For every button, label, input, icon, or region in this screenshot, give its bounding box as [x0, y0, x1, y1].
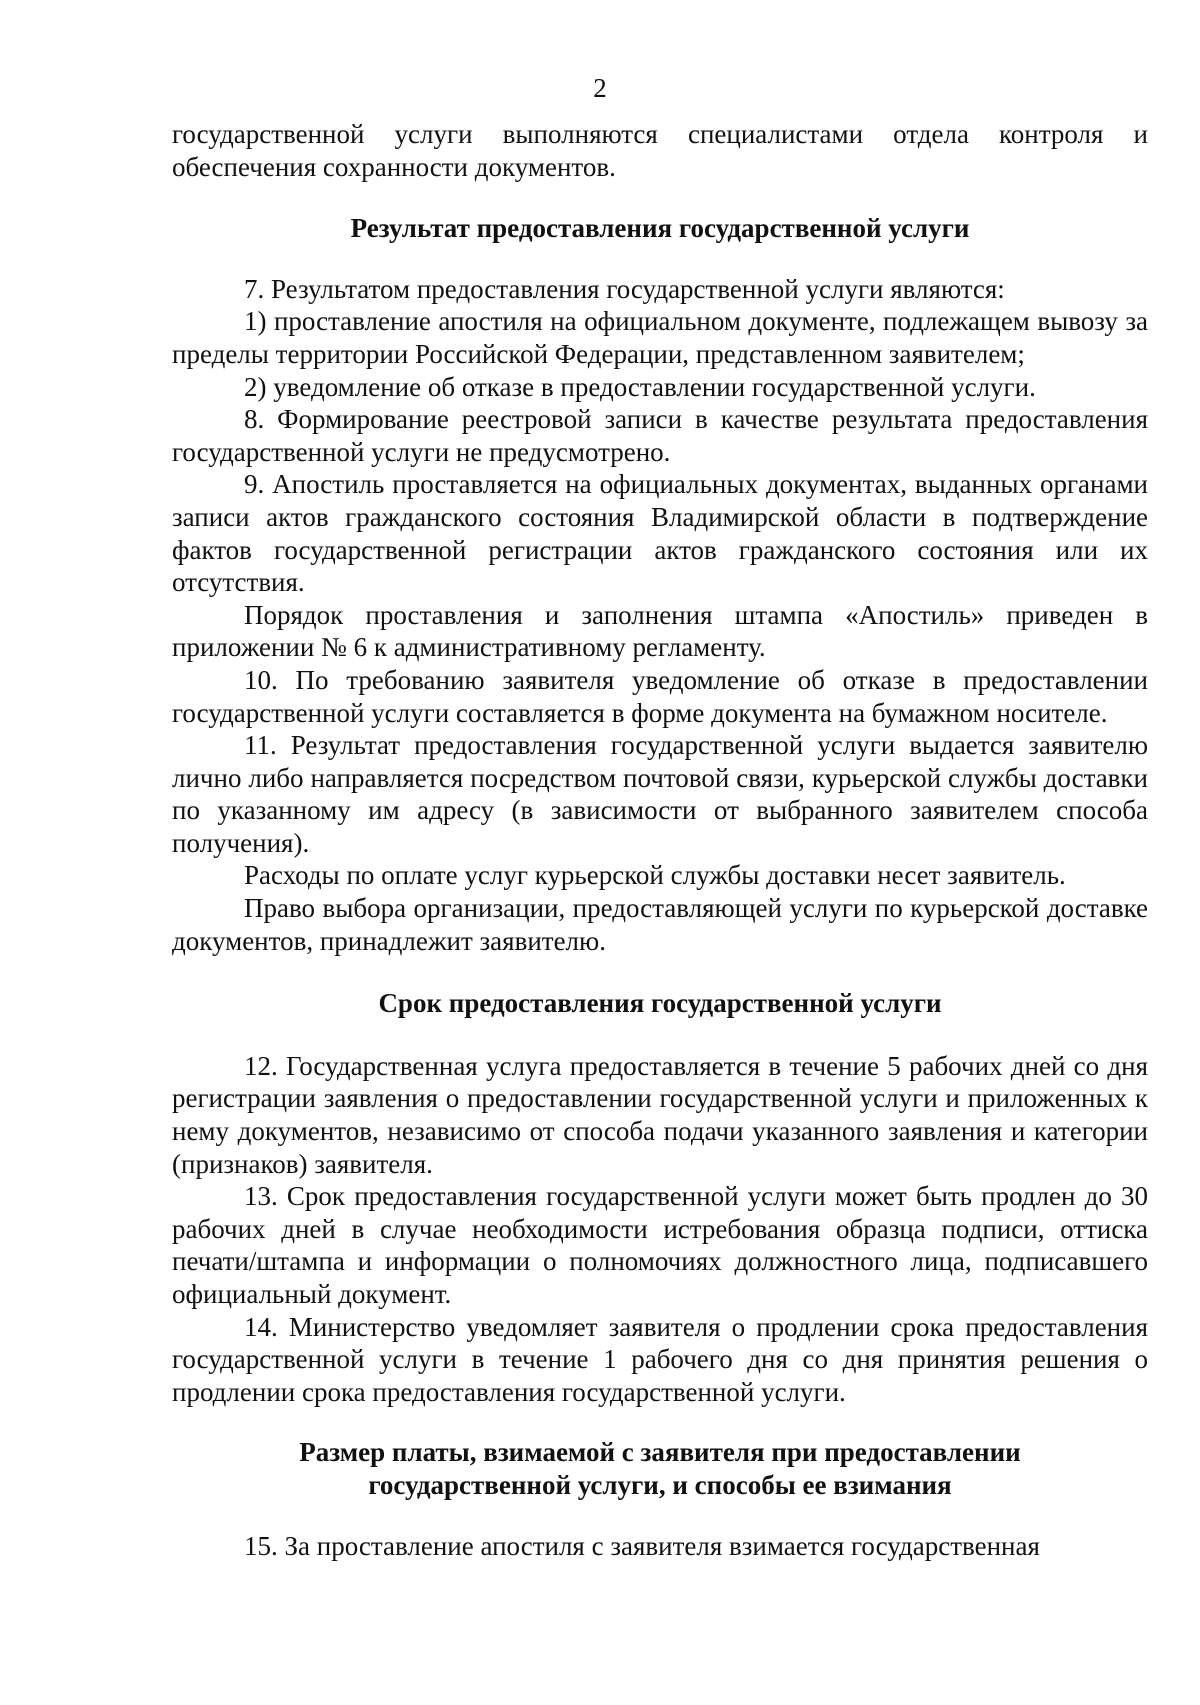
paragraph-8: 8. Формирование реестровой записи в качестве результата предоставления государственной услуги не предусмотрено. — [172, 404, 1148, 467]
paragraph-11: 11. Результат предоставления государственной услуги выдается заявителю лично либо направляется посредством почтовой связи, курьерской службы доставки по указанному им адресу (в зависимости от выбранного заявителем способа получения). — [172, 730, 1148, 858]
paragraph-11-expenses: Расходы по оплате услуг курьерской службы доставки несет заявитель. — [244, 860, 1066, 891]
paragraph-14: 14. Министерство уведомляет заявителя о продлении срока предоставления государственной услуги в течение 1 рабочего дня со дня принятия решения о продлении срока предоставления государственной услуги. — [172, 1311, 1148, 1407]
paragraph-7: 7. Результатом предоставления государственной услуги являются: — [244, 273, 1005, 304]
paragraph-7-item-2: 2) уведомление об отказе в предоставлении государственной услуги. — [244, 371, 1036, 402]
section-heading-fee-line-1: Размер платы, взимаемой с заявителя при предоставлении — [299, 1437, 1021, 1468]
page-number: 2 — [593, 73, 607, 103]
paragraph-10: 10. По требованию заявителя уведомление об отказе в предоставлении государственной услуги составляется в форме документа на бумажном носителе. — [172, 664, 1148, 728]
document-body — [172, 118, 1148, 1562]
section-heading-term: Срок предоставления государственной услуги — [378, 988, 942, 1019]
paragraph-13: 13. Срок предоставления государственной услуги может быть продлен до 30 рабочих дней в случае необходимости истребования образца подписи, оттиска печати/штампа и информации о полномочиях должностного лица, подписавшего официальный документ. — [172, 1181, 1148, 1309]
paragraph-9-procedure: Порядок проставления и заполнения штампа «Апостиль» приведен в приложении № 6 к административному регламенту. — [172, 599, 1148, 663]
section-heading-result: Результат предоставления государственной услуги — [350, 213, 970, 244]
intro-paragraph: государственной услуги выполняются специалистами отдела контроля и обеспечения сохранности документов. — [172, 119, 1148, 182]
paragraph-7-item-1: 1) проставление апостиля на официальном документе, подлежащем вывозу за пределы территории Российской Федерации, представленном заявителем; — [172, 306, 1148, 369]
paragraph-11-courier-choice: Право выбора организации, предоставляющей услуги по курьерской доставке документов, принадлежит заявителю. — [172, 893, 1148, 956]
section-heading-fee — [172, 1436, 1148, 1501]
paragraph-9: 9. Апостиль проставляется на официальных документах, выданных органами записи актов гражданского состояния Владимирской области в подтверждение фактов государственной регистрации актов гражданского состояния или их отсутствия. — [172, 469, 1148, 598]
paragraph-12: 12. Государственная услуга предоставляется в течение 5 рабочих дней со дня регистрации заявления о предоставлении государственной услуги и приложенных к нему документов, независимо от способа подачи указанного заявления и категории (признаков) заявителя. — [172, 1050, 1148, 1179]
paragraph-15: 15. За проставление апостиля с заявителя взимается государственная — [244, 1530, 1040, 1561]
section-heading-fee-line-2: государственной услуги, и способы ее взимания — [368, 1469, 952, 1500]
